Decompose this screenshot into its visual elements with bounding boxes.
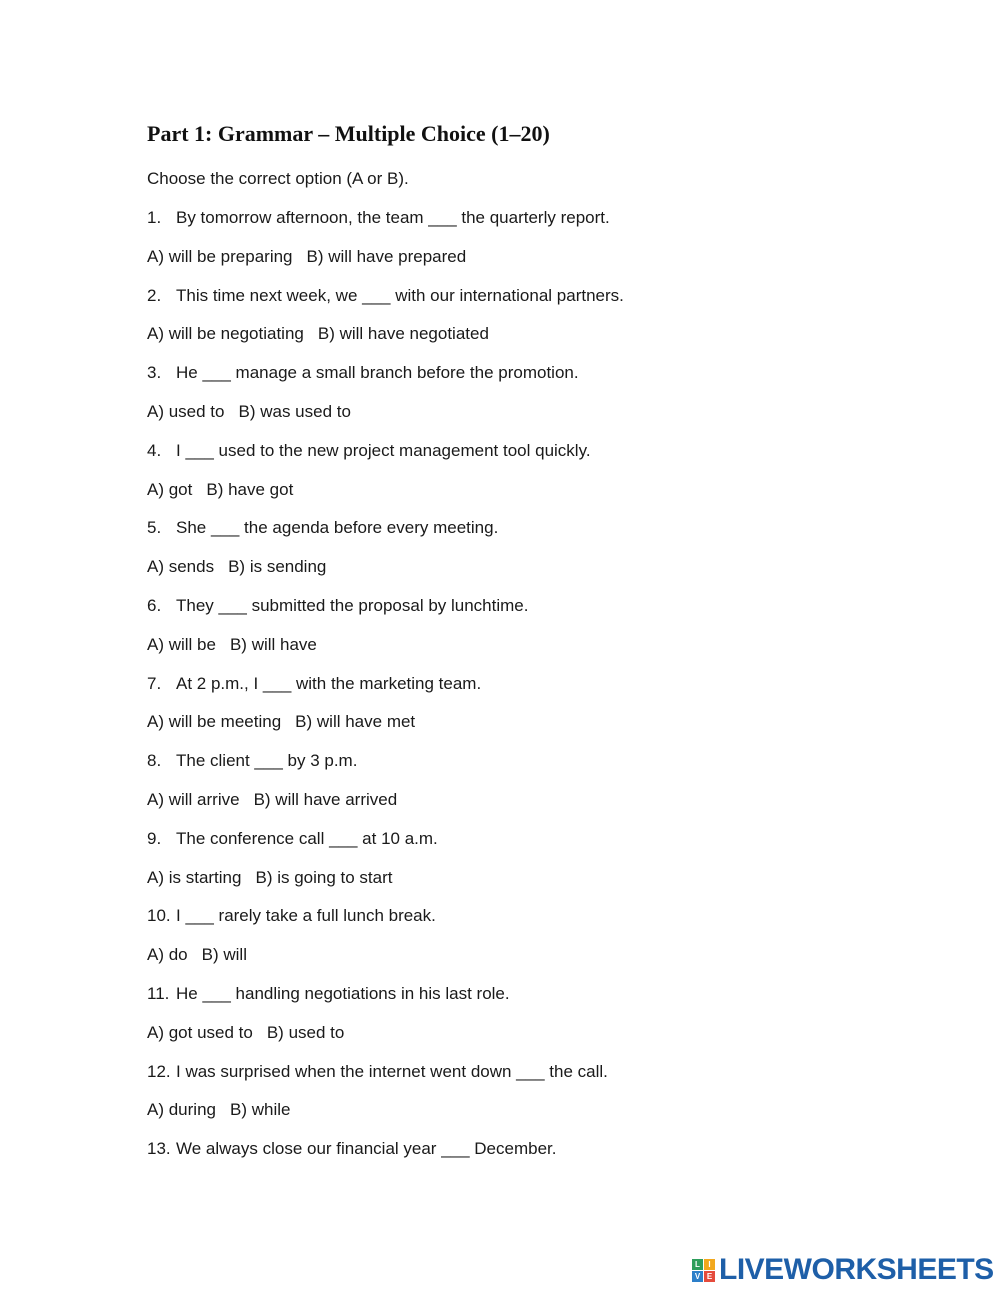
- question-text: He ___ manage a small branch before the promotion.: [176, 363, 579, 383]
- question-item: [147, 595, 907, 673]
- option-a[interactable]: A) will be meeting: [147, 712, 282, 732]
- badge-letter: V: [692, 1271, 703, 1282]
- option-b[interactable]: B) will have: [229, 634, 317, 654]
- answer-options: [147, 1099, 907, 1138]
- badge-letter: E: [704, 1271, 715, 1282]
- page-title: Part 1: Grammar – Multiple Choice (1–20): [147, 121, 550, 146]
- option-a[interactable]: A) is starting: [147, 867, 242, 887]
- question-text: This time next week, we ___ with our international partners.: [176, 285, 624, 305]
- question-number: 13.: [147, 1139, 171, 1159]
- answer-options: [147, 944, 907, 983]
- question-number: 12.: [147, 1061, 171, 1081]
- option-a[interactable]: A) will be negotiating: [147, 324, 304, 344]
- option-b[interactable]: B) used to: [266, 1022, 345, 1042]
- question-list: [147, 207, 907, 1216]
- question-number: 2.: [147, 285, 162, 305]
- question-number: 4.: [147, 440, 162, 460]
- question-line: [147, 983, 907, 1022]
- question-line: [147, 828, 907, 867]
- question-text: I ___ rarely take a full lunch break.: [176, 906, 436, 926]
- question-number: 3.: [147, 363, 162, 383]
- answer-options: [147, 711, 907, 750]
- question-item: [147, 828, 907, 906]
- question-text: The conference call ___ at 10 a.m.: [176, 828, 438, 848]
- answer-options: [147, 1022, 907, 1061]
- question-line: [147, 285, 907, 324]
- question-line: [147, 1061, 907, 1100]
- answer-options: [147, 246, 907, 285]
- question-line: [147, 517, 907, 556]
- question-text: He ___ handling negotiations in his last role.: [176, 983, 510, 1003]
- question-item: [147, 517, 907, 595]
- option-a[interactable]: A) used to: [147, 401, 225, 421]
- question-line: [147, 905, 907, 944]
- question-number: 10.: [147, 906, 171, 926]
- logo-text: LIVEWORKSHEETS: [719, 1253, 994, 1286]
- question-text: The client ___ by 3 p.m.: [176, 751, 358, 771]
- question-line: [147, 673, 907, 712]
- question-item: [147, 362, 907, 440]
- question-line: [147, 1138, 907, 1177]
- answer-options: [147, 556, 907, 595]
- question-text: At 2 p.m., I ___ with the marketing team.: [176, 673, 482, 693]
- liveworksheets-logo: [692, 1253, 994, 1287]
- option-b[interactable]: B) will: [201, 945, 247, 965]
- question-number: 7.: [147, 673, 162, 693]
- question-number: 1.: [147, 208, 162, 227]
- question-number: 11.: [147, 983, 170, 1003]
- option-b[interactable]: B) will have prepared: [306, 246, 467, 266]
- question-number: 6.: [147, 595, 162, 615]
- question-item: [147, 1061, 907, 1139]
- question-line: [147, 362, 907, 401]
- option-a[interactable]: A) got used to: [147, 1022, 253, 1042]
- question-text: I ___ used to the new project management tool quickly.: [176, 440, 591, 460]
- answer-options: [147, 634, 907, 673]
- option-a[interactable]: A) will arrive: [147, 789, 240, 809]
- answer-options: [147, 479, 907, 518]
- option-b[interactable]: B) was used to: [238, 401, 351, 421]
- instructions: Choose the correct option (A or B).: [147, 169, 409, 188]
- question-line: [147, 750, 907, 789]
- question-line: [147, 440, 907, 479]
- question-item: [147, 440, 907, 518]
- question-item: [147, 905, 907, 983]
- option-b[interactable]: B) will have negotiated: [317, 324, 489, 344]
- answer-options: [147, 867, 907, 906]
- option-a[interactable]: A) during: [147, 1100, 216, 1120]
- option-b[interactable]: B) have got: [206, 479, 294, 499]
- question-text: We always close our financial year ___ December.: [176, 1139, 557, 1159]
- question-line: [147, 207, 907, 246]
- option-a[interactable]: A) will be preparing: [147, 246, 293, 266]
- option-b[interactable]: B) will have arrived: [253, 789, 398, 809]
- answer-options: [147, 401, 907, 440]
- question-number: 9.: [147, 828, 162, 848]
- question-text: She ___ the agenda before every meeting.: [176, 518, 499, 538]
- badge-letter: I: [704, 1259, 715, 1270]
- question-text: They ___ submitted the proposal by lunchtime.: [176, 595, 529, 615]
- option-a[interactable]: A) do: [147, 945, 188, 965]
- question-number: 5.: [147, 518, 162, 538]
- live-badge-icon: [692, 1259, 715, 1282]
- question-item: [147, 1138, 907, 1216]
- badge-letter: L: [692, 1259, 703, 1270]
- question-item: [147, 285, 907, 363]
- option-b[interactable]: B) is sending: [228, 557, 327, 577]
- question-item: [147, 983, 907, 1061]
- option-a[interactable]: A) got: [147, 479, 193, 499]
- option-b[interactable]: B) while: [229, 1100, 291, 1120]
- question-item: [147, 750, 907, 828]
- option-b[interactable]: B) will have met: [295, 712, 416, 732]
- option-b[interactable]: B) is going to start: [255, 867, 393, 887]
- option-a[interactable]: A) sends: [147, 557, 215, 577]
- question-text: By tomorrow afternoon, the team ___ the quarterly report.: [176, 208, 610, 227]
- answer-options: [147, 323, 907, 362]
- question-text: I was surprised when the internet went down ___ the call.: [176, 1061, 608, 1081]
- question-item: [147, 673, 907, 751]
- answer-options: [147, 789, 907, 828]
- question-item: [147, 207, 907, 285]
- option-a[interactable]: A) will be: [147, 634, 216, 654]
- question-number: 8.: [147, 751, 162, 771]
- question-line: [147, 595, 907, 634]
